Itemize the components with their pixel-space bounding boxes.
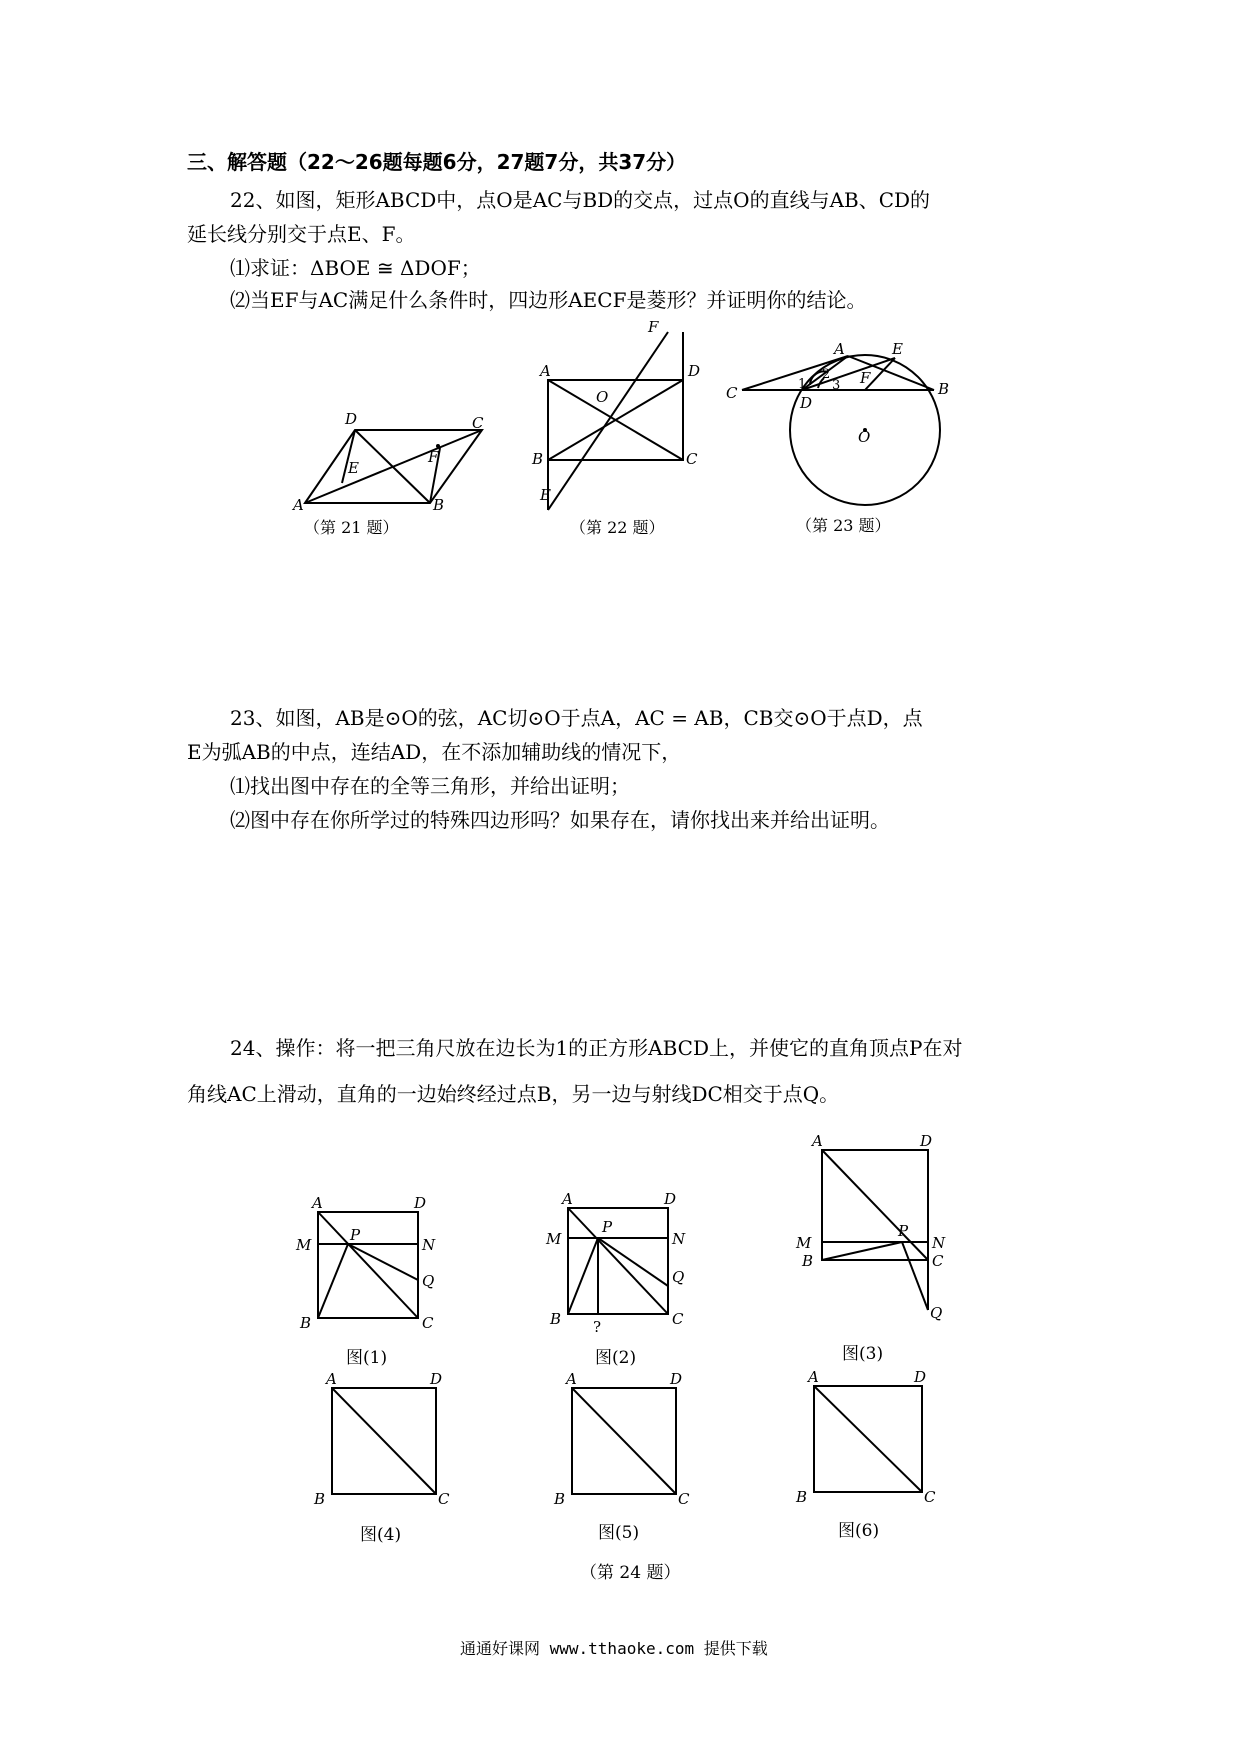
fig21-label-a: A <box>293 496 304 514</box>
fig24-6-label-a: A <box>808 1368 819 1386</box>
fig24-3-caption: 图(3) <box>842 1344 884 1364</box>
fig23-label-f: F <box>860 369 871 387</box>
fig24-6-label-b: B <box>796 1488 808 1506</box>
figure-24-4 <box>310 1372 460 1512</box>
fig21-label-e: E <box>348 459 359 477</box>
footer-text: 通通好课网 www.tthaoke.com 提供下载 <box>460 1639 768 1658</box>
fig24-1-label-d: D <box>414 1194 427 1212</box>
fig24-2-label-q: Q <box>672 1268 685 1286</box>
fig24-1-label-a: A <box>312 1194 323 1212</box>
fig23-label-b: B <box>938 380 950 398</box>
fig22-label-e: E <box>540 486 551 504</box>
fig24-4-label-b: B <box>314 1490 326 1508</box>
figure-24-3 <box>790 1132 960 1322</box>
fig23-label-c: C <box>726 384 738 402</box>
fig24-2-label-c: C <box>672 1310 684 1328</box>
fig22-caption: （第 22 题） <box>570 518 665 537</box>
q22-part2: ⑵当EF与AC满足什么条件时，四边形AECF是菱形？并证明你的结论。 <box>230 288 867 312</box>
q22-line2: 延长线分别交于点E、F。 <box>187 222 416 246</box>
fig24-2-label-b: B <box>550 1310 562 1328</box>
fig24-1-label-q: Q <box>422 1272 435 1290</box>
fig24-3-label-d: D <box>920 1132 933 1150</box>
q23-part2: ⑵图中存在你所学过的特殊四边形吗？如果存在，请你找出来并给出证明。 <box>230 808 890 832</box>
fig24-4-label-d: D <box>430 1370 443 1388</box>
fig24-5-label-a: A <box>566 1370 577 1388</box>
fig23-label-o: O <box>858 428 871 446</box>
fig24-2-label-m: M <box>546 1230 562 1248</box>
fig22-label-f: F <box>648 318 659 336</box>
q23-line2: E为弧AB的中点，连结AD，在不添加辅助线的情况下， <box>187 740 682 764</box>
fig23-label-a: A <box>834 340 845 358</box>
fig24-3-label-p: P <box>898 1222 909 1240</box>
fig22-label-d: D <box>688 362 701 380</box>
fig24-3-label-q: Q <box>930 1304 943 1322</box>
fig22-label-b: B <box>532 450 544 468</box>
fig24-6-label-d: D <box>914 1368 927 1386</box>
fig21-label-b: B <box>433 496 445 514</box>
fig24-5-caption: 图(5) <box>598 1523 640 1543</box>
fig23-caption: （第 23 题） <box>796 516 891 535</box>
fig24-3-label-b: B <box>802 1252 814 1270</box>
fig24-1-label-b: B <box>300 1314 312 1332</box>
figure-23 <box>720 340 960 520</box>
fig21-label-c: C <box>472 414 484 432</box>
fig23-label-d: D <box>800 394 813 412</box>
fig21-label-d: D <box>345 410 358 428</box>
fig24-5-label-b: B <box>554 1490 566 1508</box>
fig24-2-caption: 图(2) <box>595 1348 637 1368</box>
fig23-angle-1: 1 <box>798 377 807 392</box>
figure-24-6 <box>792 1370 952 1510</box>
fig21-caption: （第 21 题） <box>304 518 399 537</box>
fig22-label-o: O <box>596 388 609 406</box>
fig24-5-label-c: C <box>678 1490 690 1508</box>
section-heading: 三、解答题（22～26题每题6分，27题7分，共37分） <box>187 150 687 174</box>
fig24-5-label-d: D <box>670 1370 683 1388</box>
figure-24-2 <box>546 1186 696 1336</box>
fig23-angle-2: 2 <box>822 367 831 382</box>
fig24-4-label-c: C <box>438 1490 450 1508</box>
fig24-2-label-p: P <box>602 1218 613 1236</box>
q24-line1: 24、操作：将一把三角尺放在边长为1的正方形ABCD上，并使它的直角顶点P在对 <box>230 1036 963 1060</box>
q24-line2: 角线AC上滑动，直角的一边始终经过点B，另一边与射线DC相交于点Q。 <box>187 1082 840 1106</box>
fig22-label-a: A <box>540 362 551 380</box>
fig21-label-f: F <box>428 448 439 466</box>
fig24-4-caption: 图(4) <box>360 1525 402 1545</box>
fig22-label-c: C <box>686 450 698 468</box>
q23-part1: ⑴找出图中存在的全等三角形，并给出证明； <box>230 774 630 798</box>
fig24-3-label-c: C <box>932 1252 944 1270</box>
fig24-2-label-d: D <box>664 1190 677 1208</box>
q23-line1: 23、如图，AB是⊙O的弦，AC切⊙O于点A，AC = AB，CB交⊙O于点D，点 <box>230 706 923 730</box>
figure-21 <box>290 400 510 520</box>
fig23-label-e: E <box>892 340 903 358</box>
fig24-3-label-n: N <box>932 1234 946 1252</box>
fig24-2-label-a: A <box>562 1190 573 1208</box>
fig24-2-question-mark: ? <box>593 1318 602 1336</box>
fig24-3-label-a: A <box>812 1132 823 1150</box>
fig24-1-label-n: N <box>422 1236 436 1254</box>
fig24-1-label-p: P <box>350 1226 361 1244</box>
q22-line1: 22、如图，矩形ABCD中，点O是AC与BD的交点，过点O的直线与AB、CD的 <box>230 188 931 212</box>
fig24-1-caption: 图(1) <box>346 1348 388 1368</box>
fig24-caption: （第 24 题） <box>580 1563 681 1583</box>
fig24-1-label-m: M <box>296 1236 312 1254</box>
fig24-4-label-a: A <box>326 1370 337 1388</box>
q22-part1: ⑴求证：ΔBOE ≅ ΔDOF； <box>230 256 481 280</box>
fig23-angle-3: 3 <box>832 378 841 393</box>
fig24-2-label-n: N <box>672 1230 686 1248</box>
figure-24-1 <box>296 1196 446 1336</box>
fig24-1-label-c: C <box>422 1314 434 1332</box>
figure-24-5 <box>550 1372 700 1512</box>
fig24-6-label-c: C <box>924 1488 936 1506</box>
fig24-6-caption: 图(6) <box>838 1521 880 1541</box>
figure-22 <box>520 320 700 520</box>
fig24-3-label-m: M <box>796 1234 812 1252</box>
